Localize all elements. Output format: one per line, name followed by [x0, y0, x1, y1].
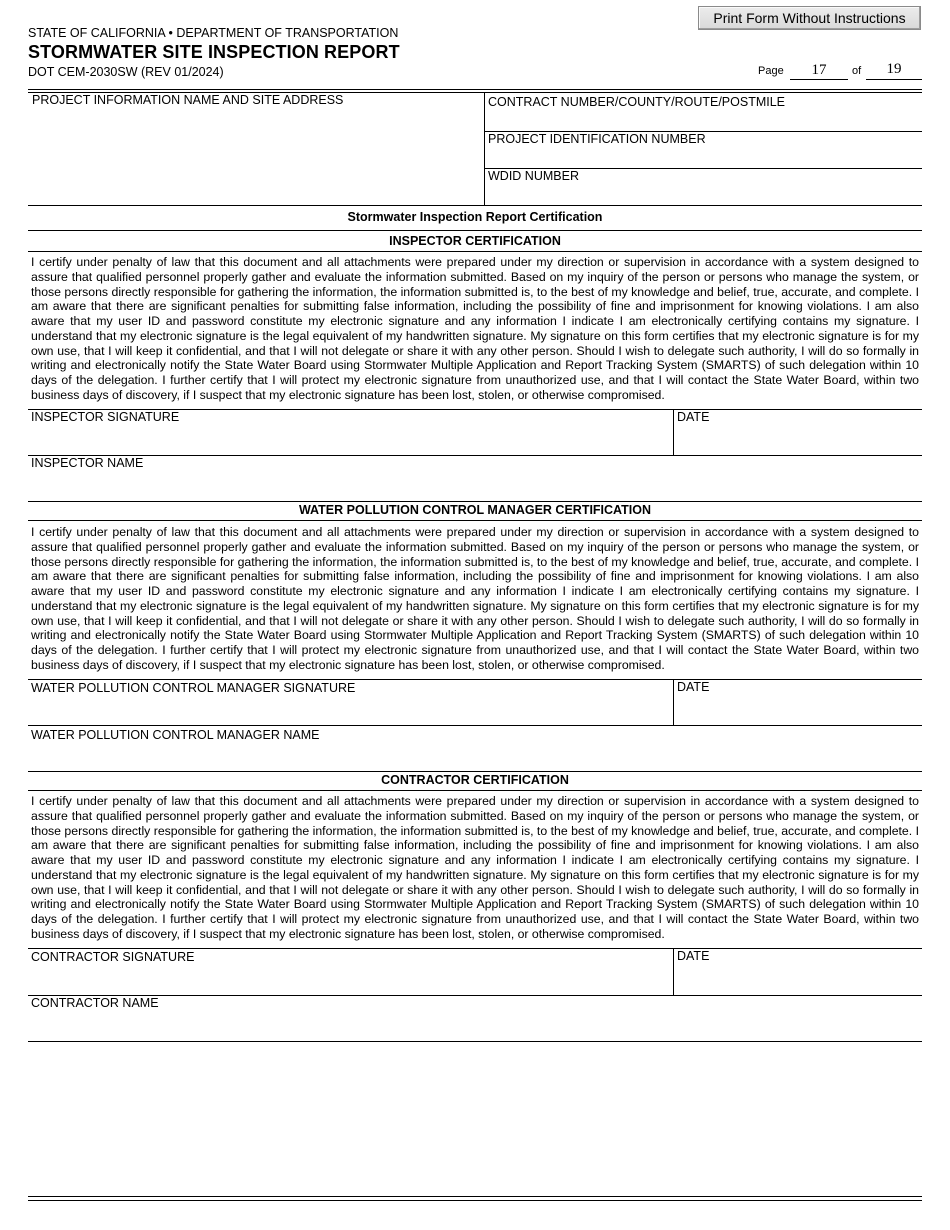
- report-certification-title: Stormwater Inspection Report Certification: [347, 210, 603, 224]
- wpcm-sig-divider: [673, 679, 674, 725]
- wpcm-cert-text: I certify under penalty of law that this document and all attachments were prepared under my direction or supervision in accordance with a system designed to assure that qualified personnel properly gather and evaluate the information submitted. Based on my inquiry of the person or persons who manage the system, or those persons directly responsible for gathering the information, the information submitted is, to the best of my knowledge and belief, true, accurate, and complete. I am aware that there are significant penalties for submitting false information, including the possibility of fine and imprisonment for knowing violations. I am also aware that my user ID and password constitute my electronic signature and any information I indicate I am electronically certifying contains my signature. I understand that my electronic signature is the legal equivalent of my handwritten signature. My signature on this form certifies that my electronic signature is for my own use, that I will keep it confidential, and that I will not delegate or share it with any other person. Should I wish to delegate such authority, I will do so formally in writing and electronically notify the State Water Board using Stormwater Multiple Application and Report Tracking System (SMARTS) of such delegation within 10 days of the delegation. I further certify that I will protect my electronic signature from unauthorized use, and that I will contact the State Water Board, within two business days of discovery, if I suspect that my electronic signature has been lost, stolen, or otherwise compromised.: [31, 525, 919, 672]
- wpcm-signature-field[interactable]: [30, 696, 670, 723]
- contractor-title-rule: [28, 790, 922, 791]
- contract-number-label: CONTRACT NUMBER/COUNTY/ROUTE/POSTMILE: [488, 95, 786, 109]
- form-title: STORMWATER SITE INSPECTION REPORT: [28, 42, 400, 62]
- contractor-sig-divider: [673, 948, 674, 995]
- contractor-date-label: DATE: [677, 949, 710, 963]
- inspector-name-label: INSPECTOR NAME: [31, 456, 144, 470]
- print-form-button[interactable]: Print Form Without Instructions: [698, 6, 921, 30]
- contractor-signature-label: CONTRACTOR SIGNATURE: [31, 950, 195, 964]
- wdid-field[interactable]: [486, 184, 920, 204]
- agency-line: STATE OF CALIFORNIA • DEPARTMENT OF TRANSPORTATION: [28, 26, 399, 40]
- project-info-label: PROJECT INFORMATION NAME AND SITE ADDRESS: [32, 93, 344, 107]
- wpcm-signature-label: WATER POLLUTION CONTROL MANAGER SIGNATURE: [31, 681, 356, 695]
- project-info-field[interactable]: [30, 108, 480, 203]
- inspector-cert-text: I certify under penalty of law that this document and all attachments were prepared under my direction or supervision in accordance with a system designed to assure that qualified personnel properly gather and evaluate the information submitted. Based on my inquiry of the person or persons who manage the system, or those persons directly responsible for gathering the information, the information submitted is, to the best of my knowledge and belief, true, accurate, and complete. I am aware that there are significant penalties for submitting false information, including the possibility of fine and imprisonment for knowing violations. I am also aware that my user ID and password constitute my electronic signature and any information I indicate I am electronically certifying contains my signature. I understand that my electronic signature is the legal equivalent of my handwritten signature. My signature on this form certifies that my electronic signature is for my own use, that I will keep it confidential, and that I will not delegate or share it with any other person. Should I wish to delegate such authority, I will do so formally in writing and electronically notify the State Water Board using Stormwater Multiple Application and Report Tracking System (SMARTS) of such delegation within 10 days of the delegation. I further certify that I will protect my electronic signature from unauthorized use, and that I will contact the State Water Board, within two business days of discovery, if I suspect that my electronic signature has been lost, stolen, or otherwise compromised.: [31, 255, 919, 402]
- wpcm-date-label: DATE: [677, 680, 710, 694]
- wdid-label: WDID NUMBER: [488, 169, 579, 183]
- contractor-cert-title: CONTRACTOR CERTIFICATION: [381, 773, 569, 787]
- project-id-field[interactable]: [486, 147, 920, 167]
- contractor-name-label: CONTRACTOR NAME: [31, 996, 159, 1010]
- inspector-title-rule: [28, 251, 922, 252]
- contractor-top-rule: [28, 771, 922, 772]
- page-label: Page: [758, 65, 784, 77]
- contractor-sig-rule: [28, 948, 922, 949]
- wpcm-title-rule: [28, 520, 922, 521]
- inspector-top-rule: [28, 230, 922, 231]
- project-divider: [484, 93, 485, 206]
- inspector-signature-field[interactable]: [30, 425, 670, 453]
- form-id: DOT CEM-2030SW (REV 01/2024): [28, 65, 224, 79]
- wpcm-sig-rule: [28, 679, 922, 680]
- contractor-cert-text: I certify under penalty of law that this document and all attachments were prepared under my direction or supervision in accordance with a system designed to assure that qualified personnel properly gather and evaluate the information submitted. Based on my inquiry of the person or persons who manage the system, or those persons directly responsible for gathering the information, the information submitted is, to the best of my knowledge and belief, true, accurate, and complete. I am aware that there are significant penalties for submitting false information, including the possibility of fine and imprisonment for knowing violations. I am also aware that my user ID and password constitute my electronic signature and any information I indicate I am electronically certifying contains my signature. I understand that my electronic signature is the legal equivalent of my handwritten signature. My signature on this form certifies that my electronic signature is for my own use, that I will keep it confidential, and that I will not delegate or share it with any other person. Should I wish to delegate such authority, I will do so formally in writing and electronically notify the State Water Board using Stormwater Multiple Application and Report Tracking System (SMARTS) of such delegation within 10 days of the delegation. I further certify that I will protect my electronic signature from unauthorized use, and that I will contact the State Water Board, within two business days of discovery, if I suspect that my electronic signature has been lost, stolen, or otherwise compromised.: [31, 794, 919, 941]
- of-label: of: [852, 65, 862, 77]
- wpcm-top-rule: [28, 501, 922, 502]
- project-bottom-rule: [28, 205, 922, 206]
- inspector-cert-title: INSPECTOR CERTIFICATION: [389, 234, 561, 248]
- contractor-signature-field[interactable]: [30, 965, 670, 993]
- contractor-name-rule: [28, 995, 922, 996]
- top-rule: [28, 89, 922, 90]
- contractor-bottom-rule: [28, 1041, 922, 1042]
- wpcm-name-field[interactable]: [30, 743, 920, 770]
- page-number-field[interactable]: 17: [790, 62, 848, 80]
- page-total-field[interactable]: 19: [866, 61, 922, 80]
- wpcm-name-rule: [28, 725, 922, 726]
- inspector-date-field[interactable]: [676, 425, 920, 453]
- contractor-name-field[interactable]: [30, 1011, 920, 1039]
- contract-number-field[interactable]: [486, 110, 920, 130]
- inspector-name-field[interactable]: [30, 471, 920, 499]
- inspector-date-label: DATE: [677, 410, 710, 424]
- bottom-rule: [28, 1196, 922, 1197]
- inspector-sig-divider: [673, 409, 674, 455]
- inspector-signature-label: INSPECTOR SIGNATURE: [31, 410, 180, 424]
- contractor-date-field[interactable]: [676, 964, 920, 993]
- wpcm-name-label: WATER POLLUTION CONTROL MANAGER NAME: [31, 728, 320, 742]
- wpcm-date-field[interactable]: [676, 695, 920, 723]
- wpcm-cert-title: WATER POLLUTION CONTROL MANAGER CERTIFICATION: [298, 503, 652, 517]
- project-id-label: PROJECT IDENTIFICATION NUMBER: [488, 132, 706, 146]
- bottom-rule-2: [28, 1200, 922, 1201]
- inspector-name-rule: [28, 455, 922, 456]
